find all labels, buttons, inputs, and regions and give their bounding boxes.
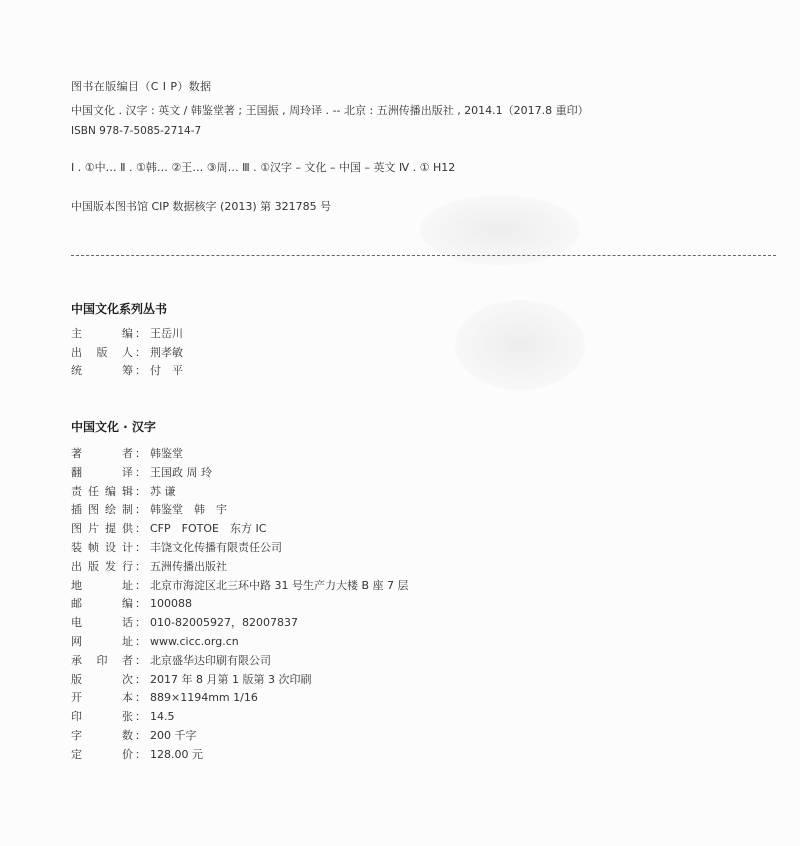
- dashed-divider: [71, 255, 776, 256]
- credit-separator: ：: [135, 559, 146, 573]
- credit-label: 版 次: [71, 672, 133, 686]
- credit-value: 100088: [150, 597, 192, 611]
- credit-value: 苏 谦: [150, 484, 176, 498]
- credit-separator: ：: [135, 364, 146, 377]
- cip-description: 中国文化 . 汉字 : 英文 / 韩鉴堂著 ; 王国振 , 周玲译 . -- 北京 : 五洲传播出版社 , 2014.1（2017.8 重印）: [71, 104, 589, 117]
- credit-value: 五洲传播出版社: [150, 559, 227, 573]
- credit-value: CFP FOTOE 东方 IC: [150, 522, 267, 536]
- cip-classification: Ⅰ . ①中… Ⅱ . ①韩… ②王… ③周… Ⅲ . ①汉字 – 文化 – 中国 – 英文 Ⅳ . ① H12: [71, 161, 456, 174]
- scan-shadow: [455, 300, 585, 390]
- credit-value: 王国政 周 玲: [150, 465, 212, 479]
- credit-label: 网 址: [71, 635, 133, 648]
- credit-separator: ：: [135, 447, 146, 460]
- credit-separator: ：: [135, 541, 146, 554]
- credit-separator: ：: [135, 345, 146, 359]
- credit-label: 翻 译: [71, 465, 133, 479]
- credit-separator: ：: [135, 729, 146, 742]
- credit-label: 责 任 编 辑: [71, 484, 133, 498]
- cip-heading: 图书在版编目（C I P）数据: [71, 80, 212, 93]
- credit-separator: ：: [135, 503, 146, 517]
- credit-label: 电 话: [71, 616, 133, 630]
- credit-label: 出 版 人: [71, 345, 133, 359]
- credit-separator: ：: [135, 635, 146, 648]
- credit-value: 韩鉴堂 韩 宇: [150, 503, 227, 517]
- credit-label: 插 图 绘 制: [71, 503, 133, 517]
- credit-value: 韩鉴堂: [150, 447, 183, 460]
- credit-separator: ：: [135, 597, 146, 611]
- credit-label: 邮 编: [71, 597, 133, 611]
- book-title: 中国文化 · 汉字: [71, 420, 156, 434]
- credit-value: 128.00 元: [150, 747, 203, 761]
- credit-separator: ：: [135, 691, 146, 705]
- credit-value: 14.5: [150, 710, 175, 724]
- credit-separator: ：: [135, 465, 146, 479]
- credit-separator: ：: [135, 578, 146, 592]
- credit-value: 北京盛华达印刷有限公司: [150, 653, 271, 667]
- credit-label: 承 印 者: [71, 653, 133, 667]
- credit-separator: ：: [135, 484, 146, 498]
- credit-separator: ：: [135, 653, 146, 667]
- credit-value: 200 千字: [150, 729, 197, 742]
- credit-label: 印 张: [71, 710, 133, 724]
- credit-value: 2017 年 8 月第 1 版第 3 次印刷: [150, 672, 312, 686]
- credit-label: 统 筹: [71, 364, 133, 377]
- credit-value: www.cicc.org.cn: [150, 635, 239, 648]
- credit-label: 定 价: [71, 747, 133, 761]
- cip-data-number: 中国版本图书馆 CIP 数据核字 (2013) 第 321785 号: [71, 200, 332, 213]
- credit-value: 北京市海淀区北三环中路 31 号生产力大楼 B 座 7 层: [150, 578, 409, 592]
- credit-value: 付 平: [150, 364, 183, 377]
- credit-label: 地 址: [71, 578, 133, 592]
- credit-value: 889×1194mm 1/16: [150, 691, 258, 705]
- series-title: 中国文化系列丛书: [71, 302, 168, 316]
- credit-label: 装 帧 设 计: [71, 541, 133, 554]
- credit-label: 字 数: [71, 729, 133, 742]
- credit-label: 著 者: [71, 447, 133, 460]
- isbn: ISBN 978-7-5085-2714-7: [71, 125, 202, 137]
- credit-label: 图 片 提 供: [71, 522, 133, 536]
- credit-value: 王岳川: [150, 327, 183, 340]
- credit-value: 010-82005927，82007837: [150, 616, 298, 630]
- credit-label: 主 编: [71, 327, 133, 340]
- credit-separator: ：: [135, 672, 146, 686]
- credit-value: 丰饶文化传播有限责任公司: [150, 541, 282, 554]
- credit-label: 出 版 发 行: [71, 559, 133, 573]
- credit-separator: ：: [135, 710, 146, 724]
- credit-separator: ：: [135, 522, 146, 536]
- credit-separator: ：: [135, 327, 146, 340]
- credit-separator: ：: [135, 747, 146, 761]
- credit-label: 开 本: [71, 691, 133, 705]
- credit-separator: ：: [135, 616, 146, 630]
- credit-value: 荆孝敏: [150, 345, 183, 359]
